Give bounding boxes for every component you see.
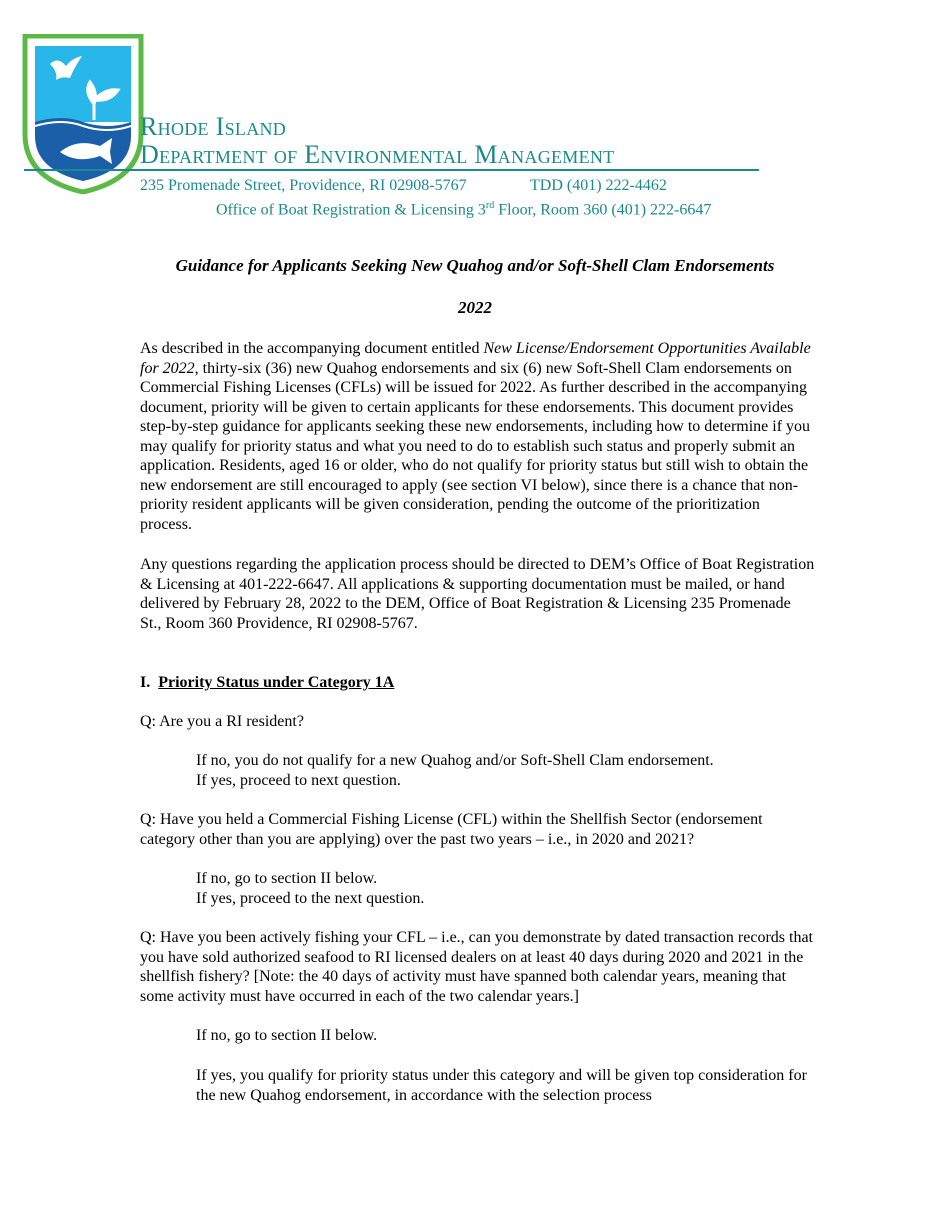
answer-1-no: If no, you do not qualify for a new Quahog and/or Soft-Shell Clam endorsement. [196, 752, 714, 769]
intro-doc-name: New License/Endorsement Opportunities Available for 2022 [140, 340, 811, 377]
agency-line1: Rhode Island [140, 112, 287, 141]
answer-3-no: If no, go to section II below. [196, 1027, 378, 1044]
header-rule [24, 169, 759, 171]
question-3: Q: Have you been actively fishing your CFL – i.e., can you demonstrate by dated transaction records that you have sold authorized seafood to RI licensed dealers on at least 40 days during 2020 and 2021 in the shellfish fishery? [Note: the 40 days of activity must have spanned both calendar years, meaning that some activity must have occurred in each of the two calendar years.] [140, 929, 813, 1005]
answer-2-yes: If yes, proceed to the next question. [196, 890, 425, 907]
question-2: Q: Have you held a Commercial Fishing License (CFL) within the Shellfish Sector (endorsement category other than you are applying) over the past two years – i.e., in 2020 and 2021? [140, 811, 763, 848]
answer-3-yes: If yes, you qualify for priority status under this category and will be given top consideration for the new Quahog endorsement, in accordance with the selection process [196, 1067, 807, 1104]
answer-1-yes: If yes, proceed to next question. [196, 772, 401, 789]
document-year: 2022 [458, 298, 492, 317]
office-text: Office of Boat Registration & Licensing 3 [216, 201, 486, 219]
office-sup: rd [485, 200, 495, 211]
agency-line2: Department of Environmental Management [140, 140, 615, 169]
office-text-2: Floor, Room 360 (401) 222-6647 [494, 201, 712, 219]
document-title: Guidance for Applicants Seeking New Quahog and/or Soft-Shell Clam Endorsements [175, 256, 775, 275]
office-line [216, 196, 711, 220]
answer-2-no: If no, go to section II below. [196, 870, 378, 887]
logo-sky [35, 46, 131, 122]
intro-text-a: As described in the accompanying document entitled [140, 340, 484, 357]
section-title: Priority Status under Category 1A [158, 674, 395, 691]
street-address: 235 Promenade Street, Providence, RI 02908-5767 [140, 177, 467, 194]
contact-paragraph: Any questions regarding the application process should be directed to DEM’s Office of Boat Registration & Licensing at 401-222-6647. All applications & supporting documentation must be mailed, or hand delivered by February 28, 2022 to the DEM, Office of Boat Registration & Licensing 235 Promenade St., Room 360 Providence, RI 02908-5767. [140, 556, 815, 632]
section-heading [140, 674, 394, 692]
tdd-number: TDD (401) 222-4462 [530, 177, 667, 194]
intro-paragraph [140, 339, 815, 534]
agency-name [140, 113, 614, 169]
question-1: Q: Are you a RI resident? [140, 713, 304, 730]
section-number: I. [140, 674, 151, 691]
address-line [140, 176, 667, 196]
intro-text-b: , thirty-six (36) new Quahog endorsements and six (6) new Soft-Shell Clam endorsements on Commercial Fishing Licenses (CFLs) will be issued for 2022. As further described in the accompanying document, priority will be given to certain applicants for these endorsements. This document provides step-by-step guidance for applicants seeking these new endorsements, including how to determine if you may qualify for priority status and what you need to do to establish such status and properly submit an application. Residents, aged 16 or older, who do not qualify for priority status but still wish to obtain the new endorsement are still encouraged to apply (see section VI below), since there is a chance that non-priority resident applicants will be given consideration, pending the outcome of the prioritization process. [140, 359, 811, 533]
